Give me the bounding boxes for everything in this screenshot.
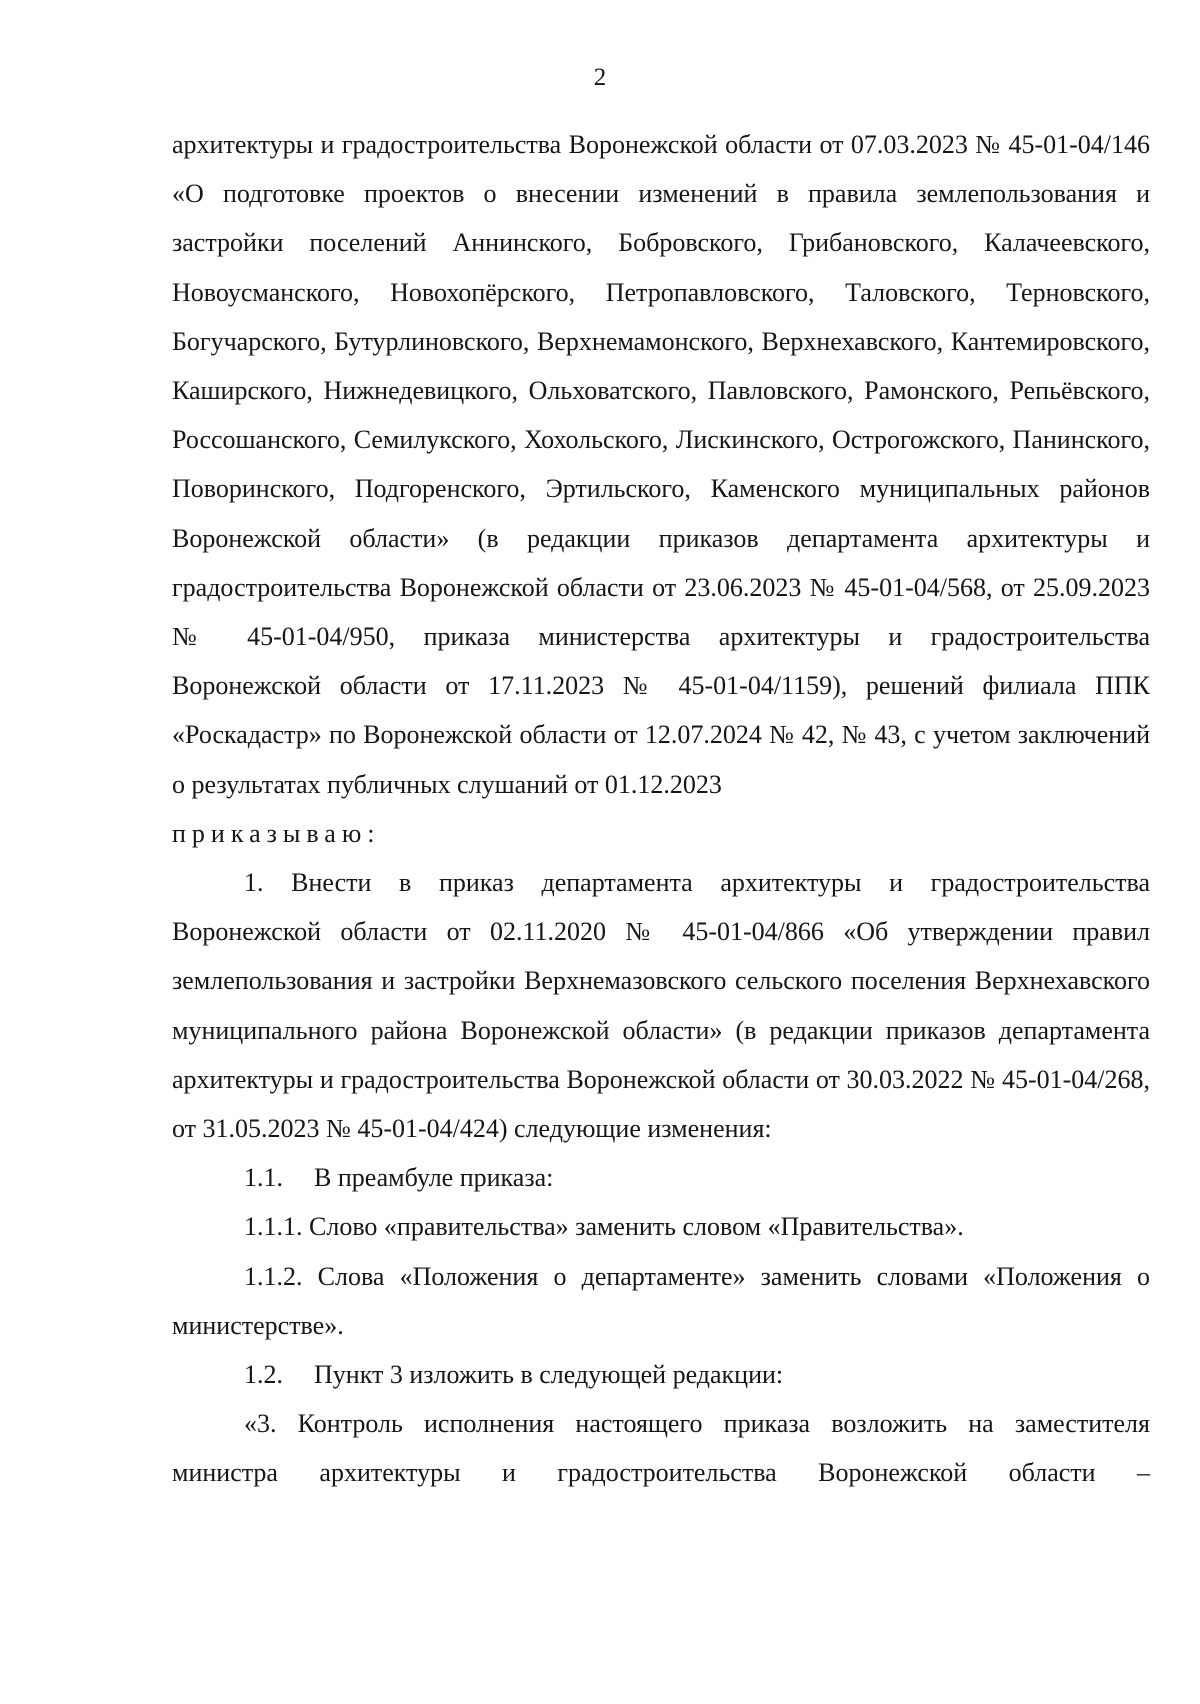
item-1-1 [172,1153,1150,1202]
item-1-1-number: 1.1. [244,1163,283,1193]
item-1-1-1: 1.1.1. Слово «правительства» заменить словом «Правительства». [244,1212,964,1242]
item-1: 1. Внести в приказ департамента архитектуры и градостроительства Воронежской области от 02.11.2020 № 45-01-04/866 «Об утверждении правил землепользования и застройки Верхнемазовского сельского поселения Верхнехавского муниципального района Воронежской области» (в редакции приказов департамента архитектуры и градостроительства Воронежской области от 30.03.2022 № 45-01-04/268, от 31.05.2023 № 45-01-04/424) следующие изменения: [172,868,1150,1144]
item-1-2 [172,1350,1150,1399]
page-number: 2 [593,64,607,91]
document-body [172,120,1150,1498]
item-1-1-text: В преамбуле приказа: [314,1163,554,1193]
order-word: приказываю: [172,818,381,848]
preamble-continuation: архитектуры и градостроительства Воронежской области от 07.03.2023 № 45-01-04/146 «О подготовке проектов о внесении изменений в правила землепользования и застройки поселений Аннинского, Бобровского, Грибановского, Калачеевского, Новоусманского, Новохопёрского, Петропавловского, Таловского, Терновского, Богучарского, Бутурлиновского, Верхнемамонского, Верхнехавского, Кантемировского, Каширского, Нижнедевицкого, Ольховатского, Павловского, Рамонского, Репьёвского, Россошанского, Семилукского, Хохольского, Лискинского, Острогожского, Панинского, Поворинского, Подгоренского, Эртильского, Каменского муниципальных районов Воронежской области» (в редакции приказов департамента архитектуры и градостроительства Воронежской области от 23.06.2023 № 45-01-04/568, от 25.09.2023 № 45-01-04/950, приказа министерства архитектуры и градостроительства Воронежской области от 17.11.2023 № 45-01-04/1159), решений филиала ППК «Роскадастр» по Воронежской области от 12.07.2024 № 42, № 43, с учетом заключений о результатах публичных слушаний от 01.12.2023 [172,130,1150,799]
item-1-2-text: Пункт 3 изложить в следующей редакции: [314,1360,784,1390]
item-3-quote: «3. Контроль исполнения настоящего приказа возложить на заместителя министра архитектуры и градостроительства Воронежской области – [172,1409,1150,1488]
item-1-2-number: 1.2. [244,1360,283,1390]
item-1-1-2: 1.1.2. Слова «Положения о департаменте» заменить словами «Положения о министерстве». [172,1261,1150,1340]
